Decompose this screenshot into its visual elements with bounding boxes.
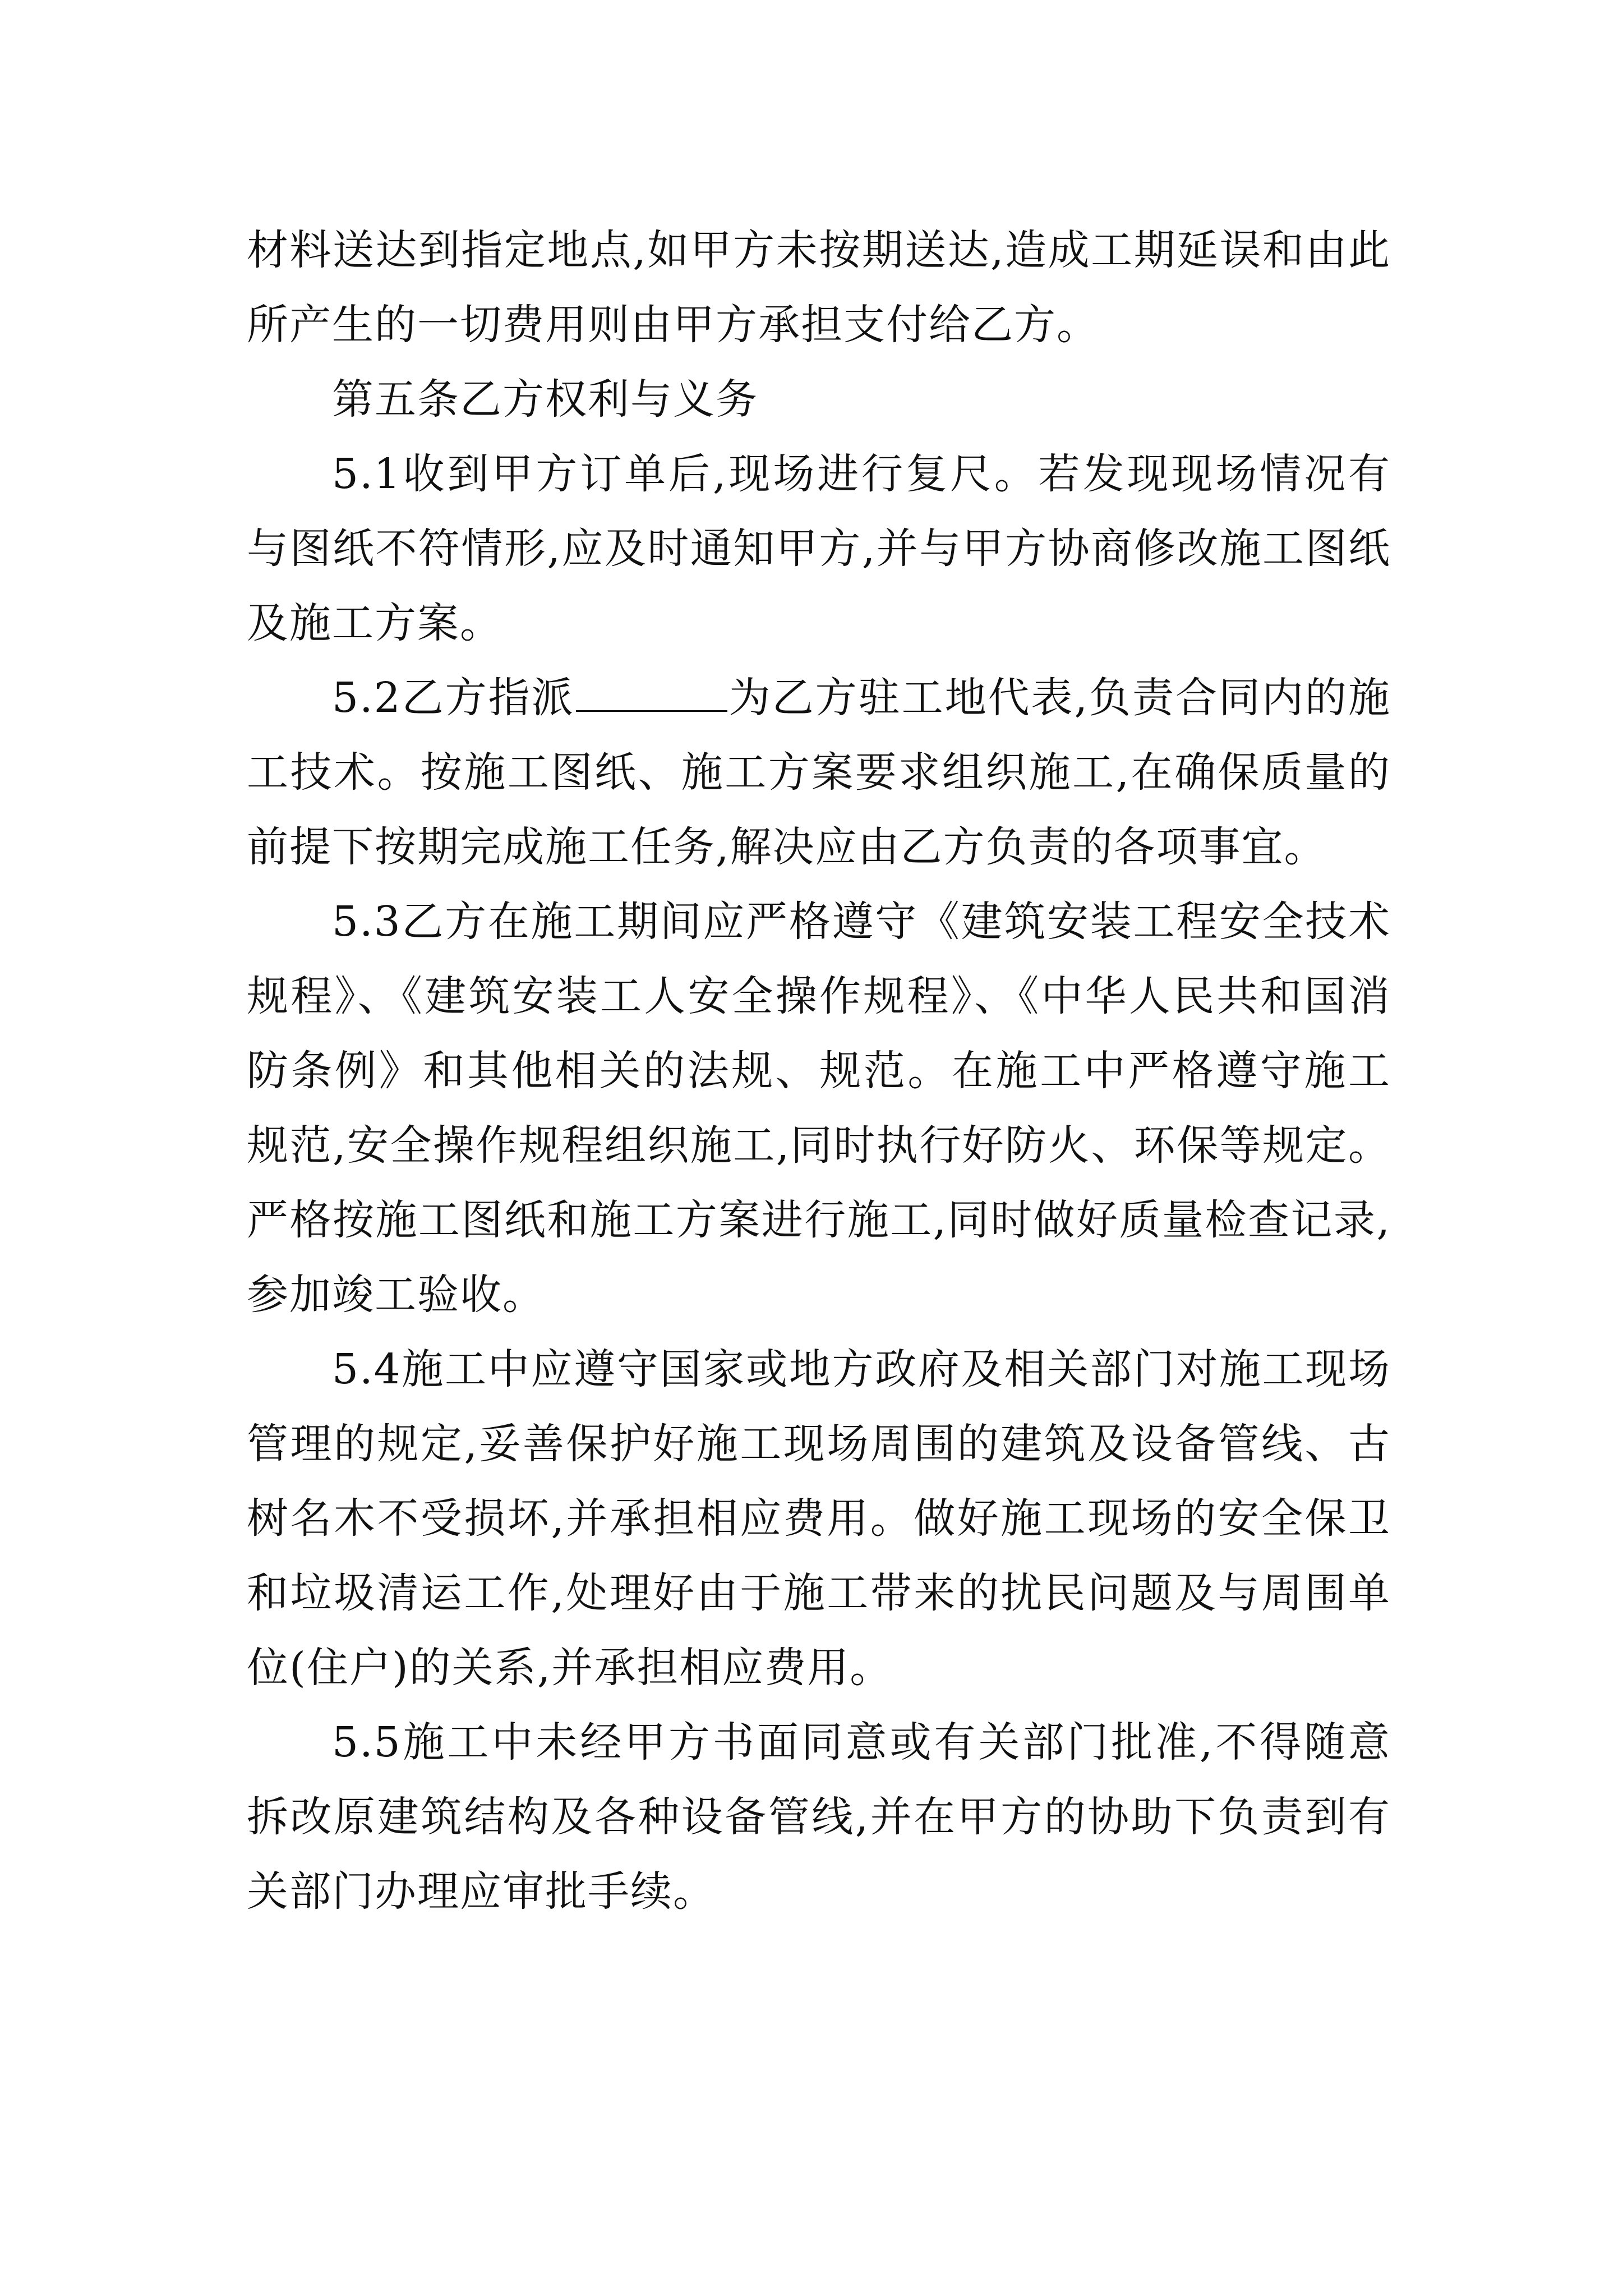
representative-blank-line [576, 675, 727, 712]
clause-5-2-lead: 5.2乙方指派 [332, 674, 575, 722]
clause-5-1: 5.1收到甲方订单后,现场进行复尺。若发现现场情况有与图纸不符情形,应及时通知甲方,并与甲方协商修改施工图纸及施工方案。 [247, 450, 1391, 647]
clause-5-3: 5.3乙方在施工期间应严格遵守《建筑安装工程安全技术规程》、《建筑安装工人安全操作规程》、《中华人民共和国消防条例》和其他相关的法规、规范。在施工中严格遵守施工规范,安全操作规程组织施工,同时执行好防火、环保等规定。严格按施工图纸和施工方案进行施工,同时做好质量检查记录,参加竣工验收。 [247, 898, 1391, 1319]
clause-5-4: 5.4施工中应遵守国家或地方政府及相关部门对施工现场管理的规定,妥善保护好施工现场周围的建筑及设备管线、古树名木不受损坏,并承担相应费用。做好施工现场的安全保卫和垃圾清运工作,处理好由于施工带来的扰民问题及与周围单位(住户)的关系,并承担相应费用。 [247, 1345, 1391, 1692]
clause-5-2 [247, 661, 1391, 885]
document-body [247, 213, 1391, 1929]
clause-5-5: 5.5施工中未经甲方书面同意或有关部门批准,不得随意拆改原建筑结构及各种设备管线,并在甲方的协助下负责到有关部门办理应审批手续。 [247, 1718, 1391, 1916]
section-heading-article-5: 第五条乙方权利与义务 [332, 375, 758, 424]
paragraph-continuation: 材料送达到指定地点,如甲方未按期送达,造成工期延误和由此所产生的一切费用则由甲方承担支付给乙方。 [247, 226, 1391, 349]
clause-5-2-rest: 为乙方驻工地代表,负责合同内的施工技术。按施工图纸、施工方案要求组织施工,在确保质量的前提下按期完成施工任务,解决应由乙方负责的各项事宜。 [247, 674, 1391, 871]
